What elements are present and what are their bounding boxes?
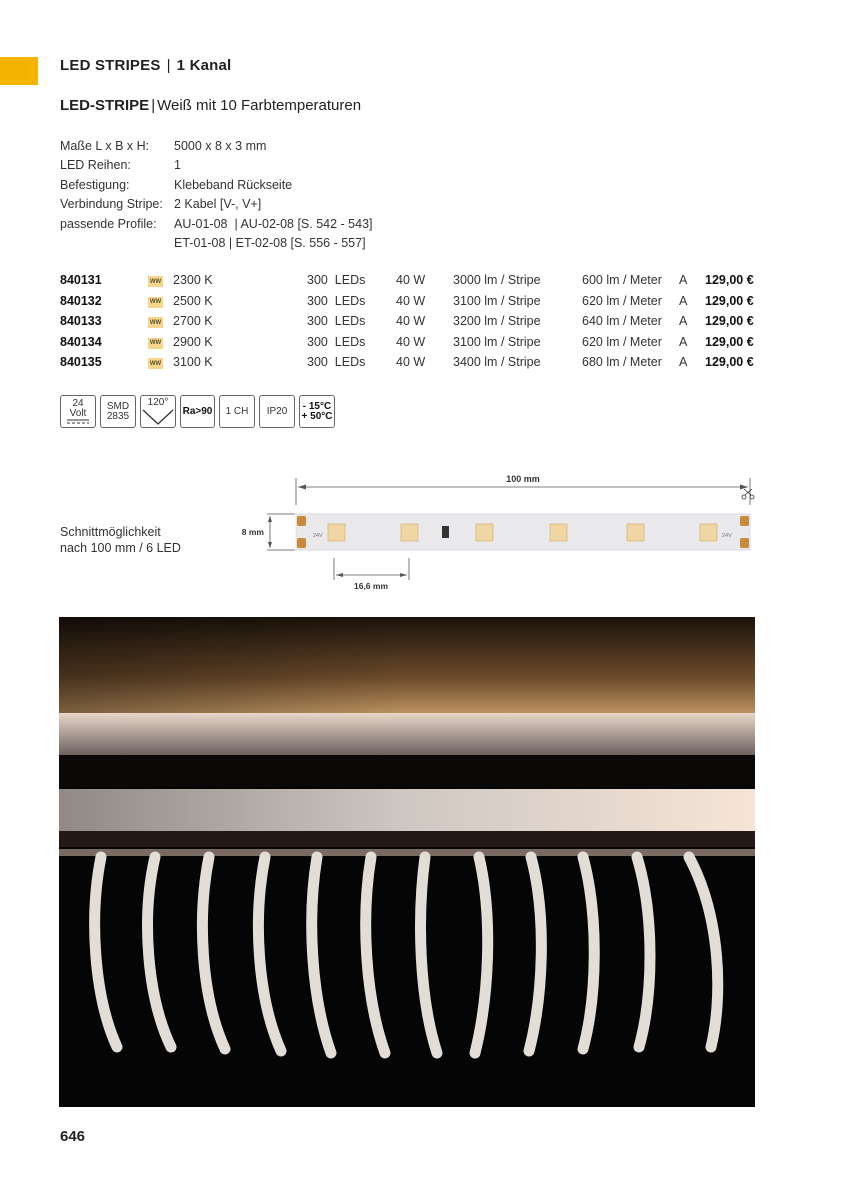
led-count: 300 LEDs xyxy=(307,355,366,370)
width-label: 8 mm xyxy=(241,527,264,537)
warm-white-badge: WW xyxy=(148,297,163,308)
product-title xyxy=(60,97,361,114)
beam-angle-symbol-icon xyxy=(141,408,175,426)
lumen-meter: 600 lm / Meter xyxy=(582,273,662,287)
led-chip xyxy=(627,524,644,541)
warm-white-badge: WW xyxy=(148,276,163,287)
length-dimension xyxy=(296,474,750,505)
lumen-meter: 680 lm / Meter xyxy=(582,355,662,370)
product-row xyxy=(60,355,760,376)
wattage: 40 W xyxy=(396,273,426,287)
lumen-stripe: 3400 lm / Stripe xyxy=(453,355,541,370)
color-temperature: 2900 K xyxy=(173,334,213,349)
spec-row xyxy=(60,195,373,214)
page-number: 646 xyxy=(60,1128,86,1145)
led-chip xyxy=(550,524,567,541)
wattage: 40 W xyxy=(396,293,426,308)
lumen-stripe: 3100 lm / Stripe xyxy=(453,334,541,349)
color-temperature: 2300 K xyxy=(173,273,213,287)
solder-pad xyxy=(297,538,306,548)
product-row xyxy=(60,294,760,315)
lumen-stripe: 3000 lm / Stripe xyxy=(453,273,541,287)
scissors-icon xyxy=(742,489,754,499)
beam-angle-icon xyxy=(140,395,176,428)
ra-value: Ra>90 xyxy=(182,405,213,417)
warm-white-badge: WW xyxy=(148,358,163,369)
pitch-label: 16,6 mm xyxy=(353,581,389,591)
energy-class: A xyxy=(679,334,688,349)
product-row xyxy=(60,335,760,356)
channel-icon xyxy=(219,395,255,428)
header-category: LED STRIPES xyxy=(60,57,161,74)
spec-label: LED Reihen: xyxy=(60,158,131,173)
article-number: 840133 xyxy=(60,314,102,329)
temperature-range-icon xyxy=(299,395,335,428)
smd-label: SMD xyxy=(106,400,130,412)
price: 129,00 € xyxy=(705,334,754,349)
spec-row xyxy=(60,234,373,253)
spec-value: AU-01-08 | AU-02-08 [S. 542 - 543] xyxy=(174,216,373,231)
spec-value: 5000 x 8 x 3 mm xyxy=(174,139,267,153)
pad-voltage-label: 24V xyxy=(722,533,732,539)
cut-note xyxy=(60,524,181,556)
section-tab xyxy=(0,57,38,85)
color-temperature: 2700 K xyxy=(173,314,213,329)
energy-class: A xyxy=(679,355,688,370)
spec-label: passende Profile: xyxy=(60,216,157,231)
spec-label xyxy=(60,234,174,253)
lumen-meter: 640 lm / Meter xyxy=(582,314,662,329)
pad-voltage-label: 24V xyxy=(313,533,323,539)
spec-label: Verbindung Stripe: xyxy=(60,197,163,212)
voltage-icon xyxy=(60,395,96,428)
ip-rating-icon xyxy=(259,395,295,428)
color-temperature: 3100 K xyxy=(173,355,213,370)
product-desc: Weiß mit 10 Farbtemperaturen xyxy=(157,97,362,114)
header-channel: 1 Kanal xyxy=(176,57,232,74)
pitch-dimension xyxy=(334,558,409,591)
spec-list xyxy=(60,137,373,253)
article-number: 840134 xyxy=(60,334,102,349)
beam-angle-value: 120° xyxy=(147,397,169,408)
energy-class: A xyxy=(679,293,688,308)
product-row xyxy=(60,273,760,294)
spec-row xyxy=(60,215,373,234)
header-separator: | xyxy=(166,57,171,74)
lumen-stripe: 3100 lm / Stripe xyxy=(453,293,541,308)
article-number: 840132 xyxy=(60,293,102,308)
spec-value: ET-01-08 | ET-02-08 [S. 556 - 557] xyxy=(174,236,366,251)
article-number: 840135 xyxy=(60,355,102,370)
wattage: 40 W xyxy=(396,355,426,370)
solder-pad xyxy=(740,516,749,526)
led-count: 300 LEDs xyxy=(307,293,366,308)
product-table xyxy=(60,273,760,376)
led-chip xyxy=(700,524,717,541)
lumen-meter: 620 lm / Meter xyxy=(582,293,662,308)
wattage: 40 W xyxy=(396,334,426,349)
feature-icons xyxy=(60,395,335,428)
spec-row xyxy=(60,137,373,156)
price: 129,00 € xyxy=(705,355,754,370)
cut-note-line: nach 100 mm / 6 LED xyxy=(60,541,181,555)
energy-class: A xyxy=(679,273,688,287)
smd-type: 2835 xyxy=(106,410,130,422)
channel-value: 1 CH xyxy=(225,405,249,417)
resistor xyxy=(442,526,449,538)
price: 129,00 € xyxy=(705,314,754,329)
warm-white-badge: WW xyxy=(148,338,163,349)
led-chip xyxy=(476,524,493,541)
product-row xyxy=(60,314,760,335)
spec-row xyxy=(60,176,373,195)
ip-value: IP20 xyxy=(266,405,288,417)
spec-value: 1 xyxy=(174,158,181,173)
length-label: 100 mm xyxy=(506,474,540,484)
dc-symbol-icon xyxy=(66,419,90,424)
product-photo xyxy=(59,617,755,1107)
led-count: 300 LEDs xyxy=(307,273,366,287)
aluminium-profile xyxy=(59,713,755,755)
ra-icon xyxy=(180,395,215,428)
strip-dimension-diagram xyxy=(230,465,770,595)
spec-value: 2 Kabel [V-, V+] xyxy=(174,197,262,212)
lumen-stripe: 3200 lm / Stripe xyxy=(453,314,541,329)
article-number: 840131 xyxy=(60,273,102,287)
price: 129,00 € xyxy=(705,273,754,287)
strip-body xyxy=(296,514,750,550)
voltage-value: 24 xyxy=(72,398,84,409)
spec-row xyxy=(60,156,373,175)
page-header xyxy=(60,57,231,74)
led-chip xyxy=(401,524,418,541)
led-count: 300 LEDs xyxy=(307,334,366,349)
energy-class: A xyxy=(679,314,688,329)
color-temperature: 2500 K xyxy=(173,293,213,308)
lumen-meter: 620 lm / Meter xyxy=(582,334,662,349)
warm-white-badge: WW xyxy=(148,317,163,328)
solder-pad xyxy=(740,538,749,548)
temp-min: - 15°C xyxy=(302,400,332,412)
width-dimension xyxy=(242,514,295,550)
led-count: 300 LEDs xyxy=(307,314,366,329)
spec-value: Klebeband Rückseite xyxy=(174,177,293,192)
price: 129,00 € xyxy=(705,293,754,308)
voltage-unit: Volt xyxy=(69,408,87,419)
cut-note-line: Schnittmöglichkeit xyxy=(60,525,161,539)
solder-pad xyxy=(297,516,306,526)
temp-max: + 50°C xyxy=(301,410,333,422)
aluminium-profile xyxy=(59,789,755,831)
spec-label: Maße L x B x H: xyxy=(60,139,150,153)
led-chip xyxy=(328,524,345,541)
spec-label: Befestigung: xyxy=(60,177,130,192)
wattage: 40 W xyxy=(396,314,426,329)
title-separator: | xyxy=(151,97,156,114)
smd-icon xyxy=(100,395,136,428)
product-name: LED-STRIPE xyxy=(60,97,150,114)
